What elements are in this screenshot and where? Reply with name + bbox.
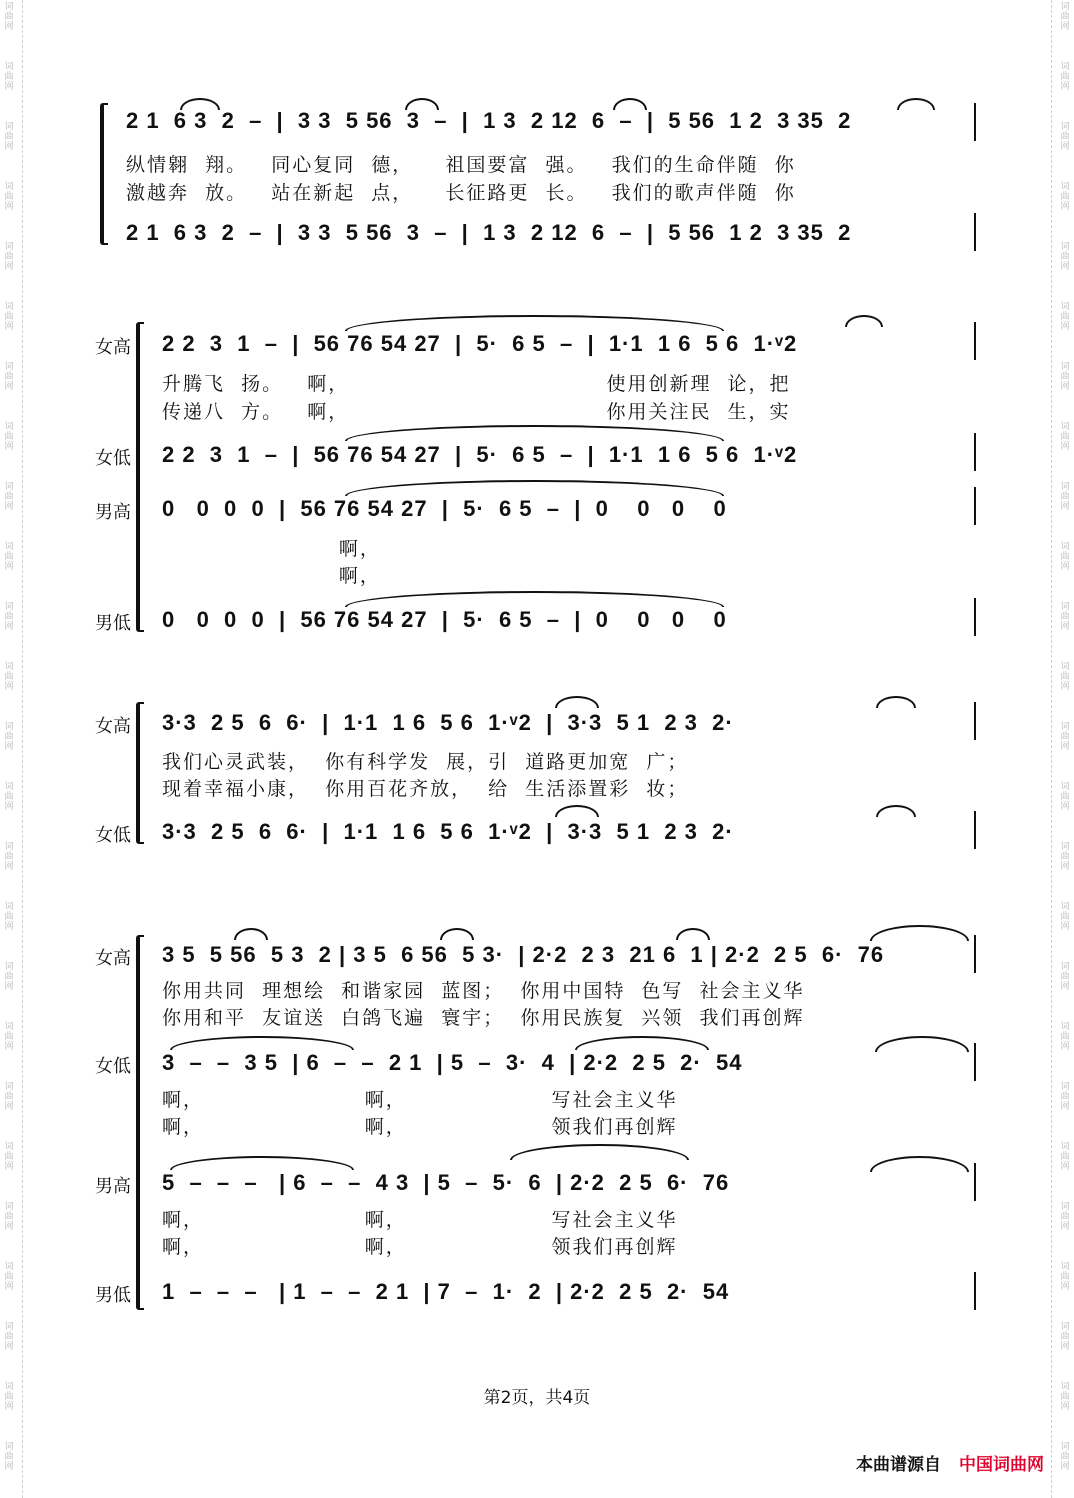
system-brace — [136, 702, 144, 844]
watermark-text: 词 曲 网 — [1060, 482, 1070, 512]
watermark-text: 词 曲 网 — [1060, 962, 1070, 992]
watermark-text: 词 曲 网 — [1060, 782, 1070, 812]
watermark-text: 词 曲 网 — [4, 1142, 14, 1172]
source-credit — [856, 1450, 1044, 1475]
part-label-soprano: 女高 — [95, 716, 131, 737]
slur — [870, 1156, 969, 1172]
lyric-line-1: 纵情翱 翔。 同心复同 德， 祖国要富 强。 我们的生命伴随 你 — [126, 154, 796, 176]
slur — [870, 925, 969, 941]
slur — [510, 1144, 689, 1160]
watermark-text: 词 曲 网 — [1060, 1082, 1070, 1112]
watermark-text: 词 曲 网 — [4, 662, 14, 692]
part-label-tenor: 男高 — [95, 1176, 131, 1197]
lyric-line-1: 你用共同 理想绘 和谐家园 蓝图； 你用中国特 色写 社会主义华 — [162, 980, 805, 1002]
barline — [974, 1272, 976, 1310]
slur — [875, 1036, 969, 1052]
watermark-text: 词 曲 网 — [4, 1442, 14, 1472]
barline — [974, 811, 976, 849]
part-label-bass: 男低 — [95, 1285, 131, 1306]
slur — [180, 98, 220, 110]
watermark-text: 词 曲 网 — [4, 902, 14, 932]
page-number: 第2页，共4页 — [483, 1388, 591, 1408]
watermark-text: 词 曲 网 — [1060, 1142, 1070, 1172]
notes-tenor: 0 0 0 0 | 56 76 54 27 | 5· 6 5 – | 0 0 0 0 — [162, 496, 727, 521]
watermark-text: 词 曲 网 — [4, 122, 14, 152]
slur — [170, 1036, 354, 1050]
lyric-line-1: 啊， 啊， 写社会主义华 — [162, 1209, 678, 1231]
barline — [974, 1043, 976, 1081]
watermark-text: 词 曲 网 — [4, 722, 14, 752]
barline — [974, 433, 976, 471]
slur — [345, 591, 724, 607]
system-brace — [136, 322, 144, 632]
lyric-line-1: 我们心灵武装， 你有科学发 展，引 道路更加宽 广； — [162, 751, 689, 773]
watermark-text: 词 曲 网 — [1060, 182, 1070, 212]
right-page-edge — [1051, 0, 1053, 1498]
watermark-text: 词 曲 网 — [4, 1382, 14, 1412]
part-label-tenor: 男高 — [95, 502, 131, 523]
slur — [555, 696, 599, 708]
part-label-alto: 女低 — [95, 825, 131, 846]
notes-tenor: 5 – – – | 6 – – 4 3 | 5 – 5· 6 | 2·2 2 5 6· 76 — [162, 1170, 730, 1195]
part-label-soprano: 女高 — [95, 337, 131, 358]
part-label-soprano: 女高 — [95, 948, 131, 969]
watermark-text: 词 曲 网 — [4, 1262, 14, 1292]
notes-soprano: 3·3 2 5 6 6· | 1·1 1 6 5 6 1·ᵛ2 | 3·3 5 1 2 3 2· — [162, 710, 734, 735]
slur — [897, 98, 935, 110]
watermark-text: 词 曲 网 — [4, 1082, 14, 1112]
part-label-bass: 男低 — [95, 613, 131, 634]
lyric-line-1: 啊， — [162, 538, 381, 560]
watermark-text: 词 曲 网 — [4, 962, 14, 992]
slur — [876, 805, 916, 817]
watermark-text: 词 曲 网 — [1060, 1382, 1070, 1412]
watermark-text: 词 曲 网 — [1060, 902, 1070, 932]
watermark-text: 词 曲 网 — [1060, 662, 1070, 692]
source-prefix: 本曲谱源自 — [856, 1455, 941, 1475]
watermark-text: 词 曲 网 — [4, 362, 14, 392]
part-label-alto: 女低 — [95, 1056, 131, 1077]
watermark-text: 词 曲 网 — [4, 1022, 14, 1052]
watermark-text: 词 曲 网 — [1060, 362, 1070, 392]
watermark-text: 词 曲 网 — [1060, 602, 1070, 632]
watermark-text: 词 曲 网 — [1060, 1442, 1070, 1472]
notes-upper: 2 1 6 3 2 – | 3 3 5 56 3 – | 1 3 2 12 6 – | 5 56 1 2 3 35 2 — [126, 108, 852, 133]
system-brace — [100, 103, 108, 245]
lyric-line-2: 现着幸福小康， 你用百花齐放， 给 生活添置彩 妆； — [162, 778, 689, 800]
notes-soprano: 2 2 3 1 – | 56 76 54 27 | 5· 6 5 – | 1·1 1 6 5 6 1·ᵛ2 — [162, 331, 798, 356]
watermark-text: 词 曲 网 — [4, 482, 14, 512]
slur — [440, 928, 474, 940]
barline — [974, 322, 976, 360]
slur — [845, 315, 883, 327]
slur — [234, 928, 268, 940]
notes-alto: 3·3 2 5 6 6· | 1·1 1 6 5 6 1·ᵛ2 | 3·3 5 1 2 3 2· — [162, 819, 734, 844]
slur — [405, 98, 439, 110]
watermark-text: 词 曲 网 — [1060, 1322, 1070, 1352]
watermark-text: 词 曲 网 — [1060, 1262, 1070, 1292]
watermark-text: 词 曲 网 — [4, 542, 14, 572]
watermark-text: 词 曲 网 — [1060, 2, 1070, 32]
notes-alto: 3 – – 3 5 | 6 – – 2 1 | 5 – 3· 4 | 2·2 2 5 2· 54 — [162, 1050, 743, 1075]
watermark-text: 词 曲 网 — [1060, 422, 1070, 452]
watermark-text: 词 曲 网 — [1060, 1022, 1070, 1052]
slur — [345, 480, 724, 496]
system-brace — [136, 935, 144, 1310]
lyric-line-2: 你用和平 友谊送 白鸽飞遍 寰宇； 你用民族复 兴领 我们再创辉 — [162, 1007, 805, 1029]
barline — [974, 1163, 976, 1201]
barline — [974, 935, 976, 973]
slur — [613, 98, 647, 110]
source-site-link[interactable]: 中国词曲网 — [959, 1455, 1044, 1475]
watermark-text: 词 曲 网 — [1060, 722, 1070, 752]
watermark-text: 词 曲 网 — [4, 2, 14, 32]
watermark-text: 词 曲 网 — [1060, 242, 1070, 272]
lyric-line-2: 激越奔 放。 站在新起 点， 长征路更 长。 我们的歌声伴随 你 — [126, 182, 796, 204]
lyric-line-2: 啊， — [162, 565, 381, 587]
slur — [345, 315, 724, 331]
notes-bass: 0 0 0 0 | 56 76 54 27 | 5· 6 5 – | 0 0 0 0 — [162, 607, 727, 632]
watermark-text: 词 曲 网 — [4, 242, 14, 272]
slur — [575, 1036, 709, 1050]
barline — [974, 487, 976, 525]
watermark-text: 词 曲 网 — [1060, 302, 1070, 332]
notes-soprano: 3 5 5 56 5 3 2 | 3 5 6 56 5 3· | 2·2 2 3 21 6 1 | 2·2 2 5 6· 76 — [162, 942, 885, 967]
lyric-line-1: 升腾飞 扬。 啊， 使用创新理 论，把 — [162, 373, 791, 395]
watermark-text: 词 曲 网 — [4, 422, 14, 452]
slur — [676, 928, 710, 940]
watermark-text: 词 曲 网 — [4, 782, 14, 812]
barline — [974, 213, 976, 251]
barline — [974, 702, 976, 740]
watermark-text: 词 曲 网 — [1060, 122, 1070, 152]
lyric-line-2: 啊， 啊， 领我们再创辉 — [162, 1116, 678, 1138]
lyric-line-2: 啊， 啊， 领我们再创辉 — [162, 1236, 678, 1258]
slur — [345, 425, 724, 441]
watermark-text: 词 曲 网 — [1060, 842, 1070, 872]
part-label-alto: 女低 — [95, 448, 131, 469]
slur — [555, 805, 599, 817]
slur — [170, 1156, 354, 1170]
notes-bass: 1 – – – | 1 – – 2 1 | 7 – 1· 2 | 2·2 2 5 2· 54 — [162, 1279, 730, 1304]
watermark-text: 词 曲 网 — [4, 302, 14, 332]
notes-alto: 2 2 3 1 – | 56 76 54 27 | 5· 6 5 – | 1·1 1 6 5 6 1·ᵛ2 — [162, 442, 798, 467]
watermark-text: 词 曲 网 — [4, 182, 14, 212]
watermark-text: 词 曲 网 — [4, 1202, 14, 1232]
watermark-text: 词 曲 网 — [4, 62, 14, 92]
left-page-edge — [22, 0, 24, 1498]
lyric-line-2: 传递八 方。 啊， 你用关注民 生，实 — [162, 401, 791, 423]
slur — [876, 696, 916, 708]
watermark-text: 词 曲 网 — [4, 602, 14, 632]
barline — [974, 598, 976, 636]
watermark-text: 词 曲 网 — [1060, 542, 1070, 572]
lyric-line-1: 啊， 啊， 写社会主义华 — [162, 1089, 678, 1111]
barline — [974, 103, 976, 141]
watermark-text: 词 曲 网 — [4, 842, 14, 872]
watermark-text: 词 曲 网 — [1060, 1202, 1070, 1232]
watermark-text: 词 曲 网 — [1060, 62, 1070, 92]
watermark-text: 词 曲 网 — [4, 1322, 14, 1352]
notes-lower: 2 1 6 3 2 – | 3 3 5 56 3 – | 1 3 2 12 6 – | 5 56 1 2 3 35 2 — [126, 220, 852, 245]
